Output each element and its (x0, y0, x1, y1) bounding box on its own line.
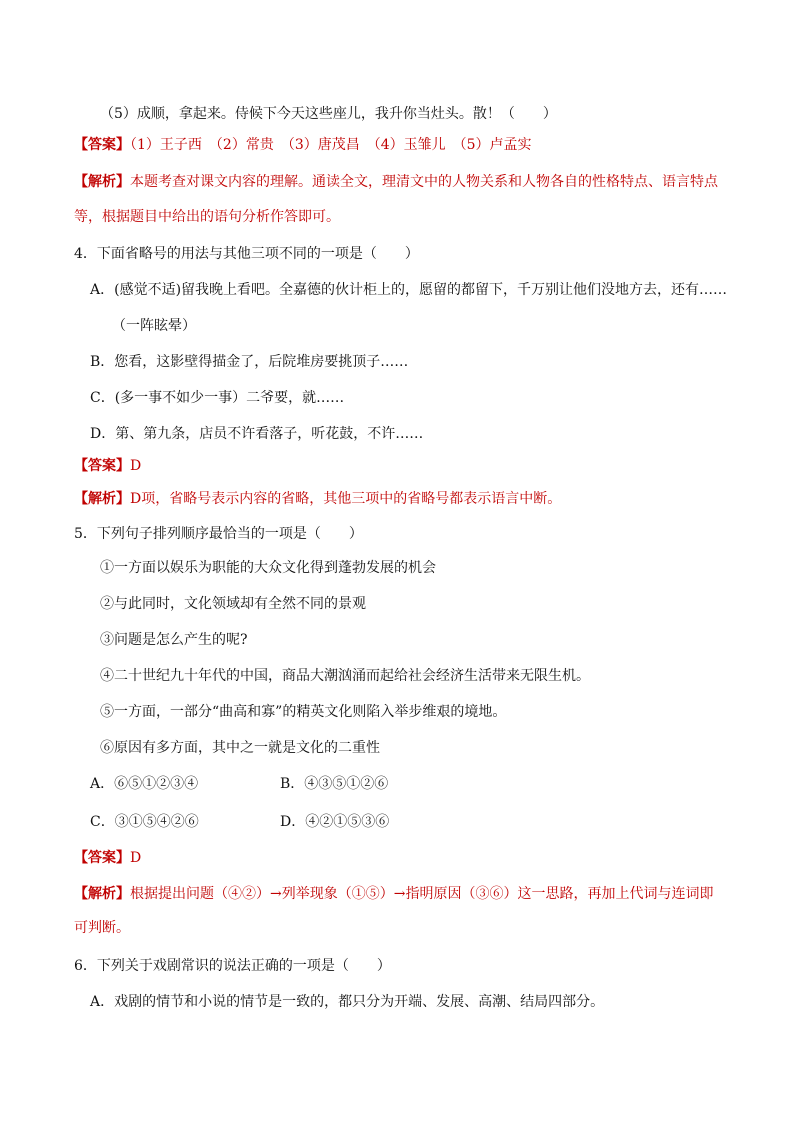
q4-answer-tag: 【答案】 (74, 458, 130, 474)
q4-option-a-line-1: A．(感觉不适)留我晚上看吧。全嘉德的伙计柜上的，愿留的都留下，千万别让他们没地方去，还有…… (90, 282, 728, 298)
q4-option-c: C．(多一事不如少一事）二爷要，就…… (90, 390, 345, 406)
q3-answer: （1）王子西 （2）常贵 （3）唐茂昌 （4）玉雏儿 （5）卢孟实 (130, 137, 532, 153)
q5-analysis-text-2: 可判断。 (74, 920, 130, 936)
q5-answer-tag: 【答案】 (74, 850, 130, 866)
q5-analysis-line-1 (74, 884, 713, 904)
q4-answer-line (74, 456, 141, 476)
q5-stem: 5．下列句子排列顺序最恰当的一项是（ ） (74, 526, 363, 542)
q5-sentence-3: ③问题是怎么产生的呢? (100, 632, 248, 648)
q5-answer-line (74, 848, 141, 868)
q5-answer: D (130, 850, 142, 866)
q5-analysis-text-1: 根据提出问题（④②）→列举现象（①⑤）→指明原因（③⑥）这一思路，再加上代词与连词即 (130, 886, 714, 902)
q5-option-d: D．④②①⑤③⑥ (280, 814, 390, 830)
q5-option-b: B．④③⑤①②⑥ (280, 776, 389, 792)
q3-item5: （5）成顺，拿起来。侍候下今天这些座儿，我升你当灶头。散！（ ） (100, 106, 557, 122)
q5-sentence-5: ⑤一方面，一部分“曲高和寡”的精英文化则陷入举步维艰的境地。 (100, 704, 507, 720)
q5-option-c: C．③①⑤④②⑥ (90, 814, 199, 830)
q3-answer-line (74, 135, 532, 155)
q4-option-b: B．您看，这影壁得描金了，后院堆房要挑顶子…… (90, 354, 409, 370)
q3-analysis-tag: 【解析】 (74, 174, 130, 190)
q5-option-a: A．⑥⑤①②③④ (90, 776, 199, 792)
q6-stem: 6．下列关于戏剧常识的说法正确的一项是（ ） (74, 958, 391, 974)
q4-analysis-line (74, 489, 561, 509)
q6-option-a: A．戏剧的情节和小说的情节是一致的，都只分为开端、发展、高潮、结局四部分。 (90, 994, 605, 1010)
q5-sentence-1: ①一方面以娱乐为职能的大众文化得到蓬勃发展的机会 (100, 560, 436, 576)
q4-option-a-line-2: （一阵眩晕） (112, 318, 196, 334)
q4-analysis-tag: 【解析】 (74, 491, 130, 507)
q5-analysis-tag: 【解析】 (74, 886, 130, 902)
q3-analysis-line-1 (74, 172, 718, 192)
q5-sentence-6: ⑥原因有多方面，其中之一就是文化的二重性 (100, 740, 380, 756)
q3-analysis-text-1: 本题考查对课文内容的理解。通读全文，理清文中的人物关系和人物各自的性格特点、语言特点 (130, 174, 718, 190)
q5-sentence-2: ②与此同时，文化领域却有全然不同的景观 (100, 596, 366, 612)
q4-option-d: D．第、第九条，店员不许看落子，听花鼓，不许…… (90, 426, 424, 442)
q4-analysis-text: D项，省略号表示内容的省略，其他三项中的省略号都表示语言中断。 (130, 491, 562, 507)
q5-sentence-4: ④二十世纪九十年代的中国，商品大潮汹涌而起给社会经济生活带来无限生机。 (100, 668, 590, 684)
q3-analysis-text-2: 等，根据题目中给出的语句分析作答即可。 (74, 209, 340, 225)
q4-stem: 4．下面省略号的用法与其他三项不同的一项是（ ） (74, 246, 419, 262)
q4-answer: D (130, 458, 142, 474)
q3-answer-tag: 【答案】 (74, 137, 130, 153)
